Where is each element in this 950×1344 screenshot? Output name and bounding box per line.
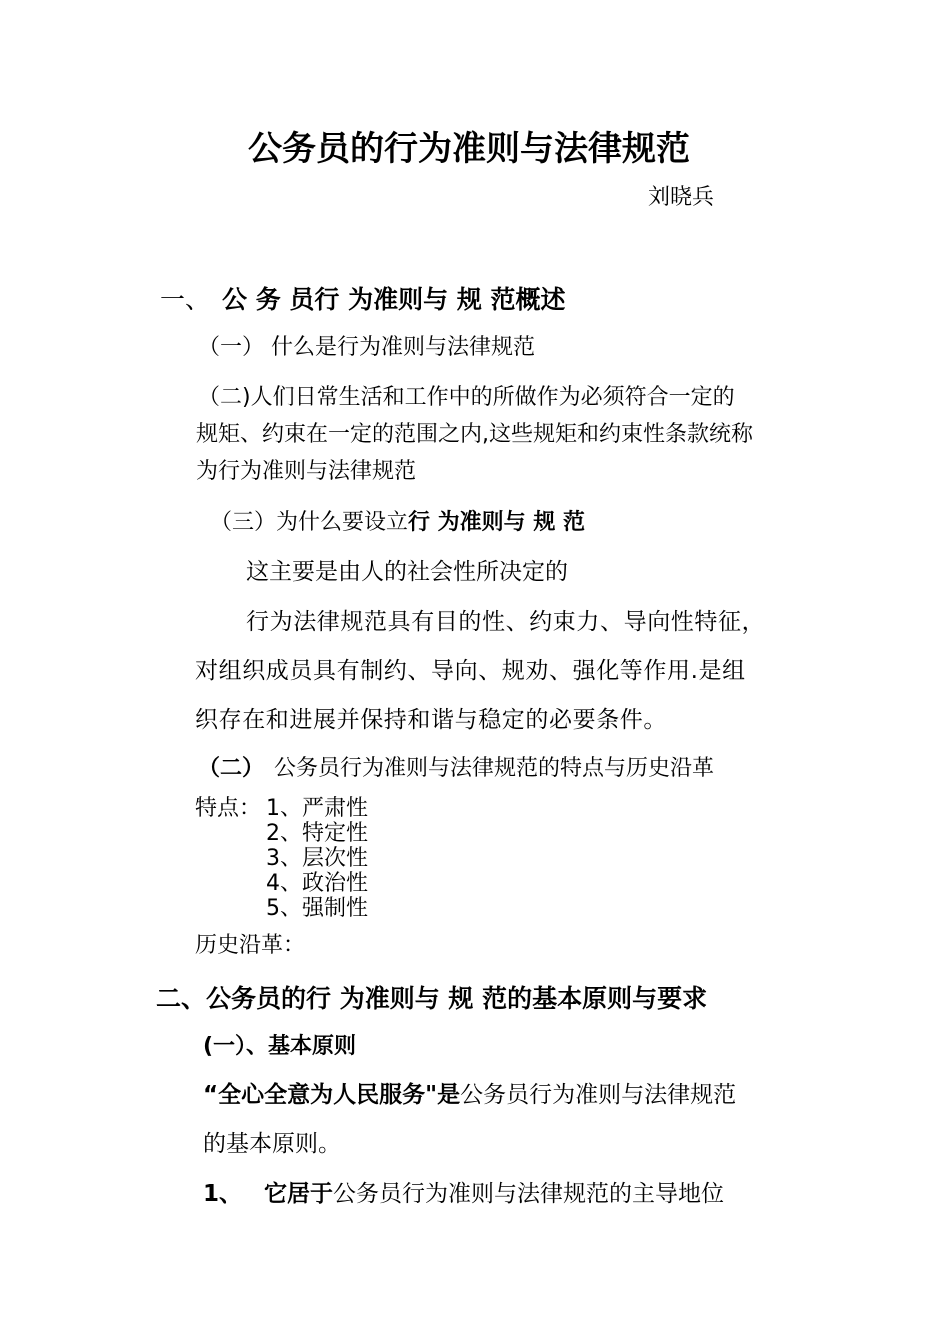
features-label: 特点：	[195, 796, 262, 821]
feature-item: 3、层次性	[266, 846, 368, 871]
document-title: 公务员的行为准则与法律规范	[248, 129, 690, 169]
section2-sub1: (一）、基本原则	[203, 1034, 357, 1059]
section2-item1-rest: 公务员行为准则与法律规范的主导地位	[333, 1181, 725, 1207]
section1-para2-line1: 行为法律规范具有目的性、约束力、导向性特征，	[246, 609, 766, 635]
section1-sub4-label: （二）	[198, 756, 265, 781]
section2-quote-rest: 公务员行为准则与法律规范	[460, 1082, 737, 1108]
section1-sub4-text: 公务员行为准则与法律规范的特点与历史沿革	[274, 756, 715, 781]
section1-number: 一、	[160, 285, 211, 314]
feature-item: 1、严肃性	[266, 796, 368, 821]
section1-para2-line2: 对组织成员具有制约、导向、规劝、强化等作用.是组	[195, 658, 746, 684]
section1-sub3	[210, 512, 585, 534]
section1-sub3-bold: 行 为准则与 规 范	[408, 510, 585, 535]
section1-sub2-line3: 为行为准则与法律规范	[196, 459, 417, 484]
section2-item1-number: 1、	[203, 1181, 243, 1207]
section2-quote-bold: “全心全意为人民服务"是	[203, 1082, 461, 1108]
section2-item1-bold: 它居于	[264, 1181, 334, 1207]
section2-quote-line2: 的基本原则。	[203, 1131, 341, 1157]
section1-sub4	[198, 758, 714, 780]
document-author: 刘晓兵	[648, 185, 715, 210]
section2-heading: 二、公务员的行 为准则与 规 范的基本原则与要求	[156, 984, 708, 1013]
section1-para2-line3: 织存在和进展并保持和谐与稳定的必要条件。	[195, 707, 667, 733]
section1-title: 公 务 员行 为准则与 规 范概述	[222, 285, 566, 314]
feature-item: 4、政治性	[266, 871, 368, 896]
section1-sub1: （一） 什么是行为准则与法律规范	[198, 335, 535, 360]
section1-sub2-line2: 规矩、约束在一定的范围之内,这些规矩和约束性条款统称	[196, 422, 753, 447]
section1-para1: 这主要是由人的社会性所决定的	[246, 559, 568, 585]
section1-sub3-prefix: （三）为什么要设立	[210, 510, 409, 535]
section2-quote-line1	[203, 1084, 736, 1107]
feature-item: 5、强制性	[266, 896, 368, 921]
feature-item: 2、特定性	[266, 821, 368, 846]
section1-heading	[160, 287, 566, 312]
history-label: 历史沿革：	[195, 933, 306, 958]
section1-sub2-line1: （二)人们日常生活和工作中的所做作为必须符合一定的	[198, 385, 735, 410]
section2-item1	[203, 1183, 724, 1206]
